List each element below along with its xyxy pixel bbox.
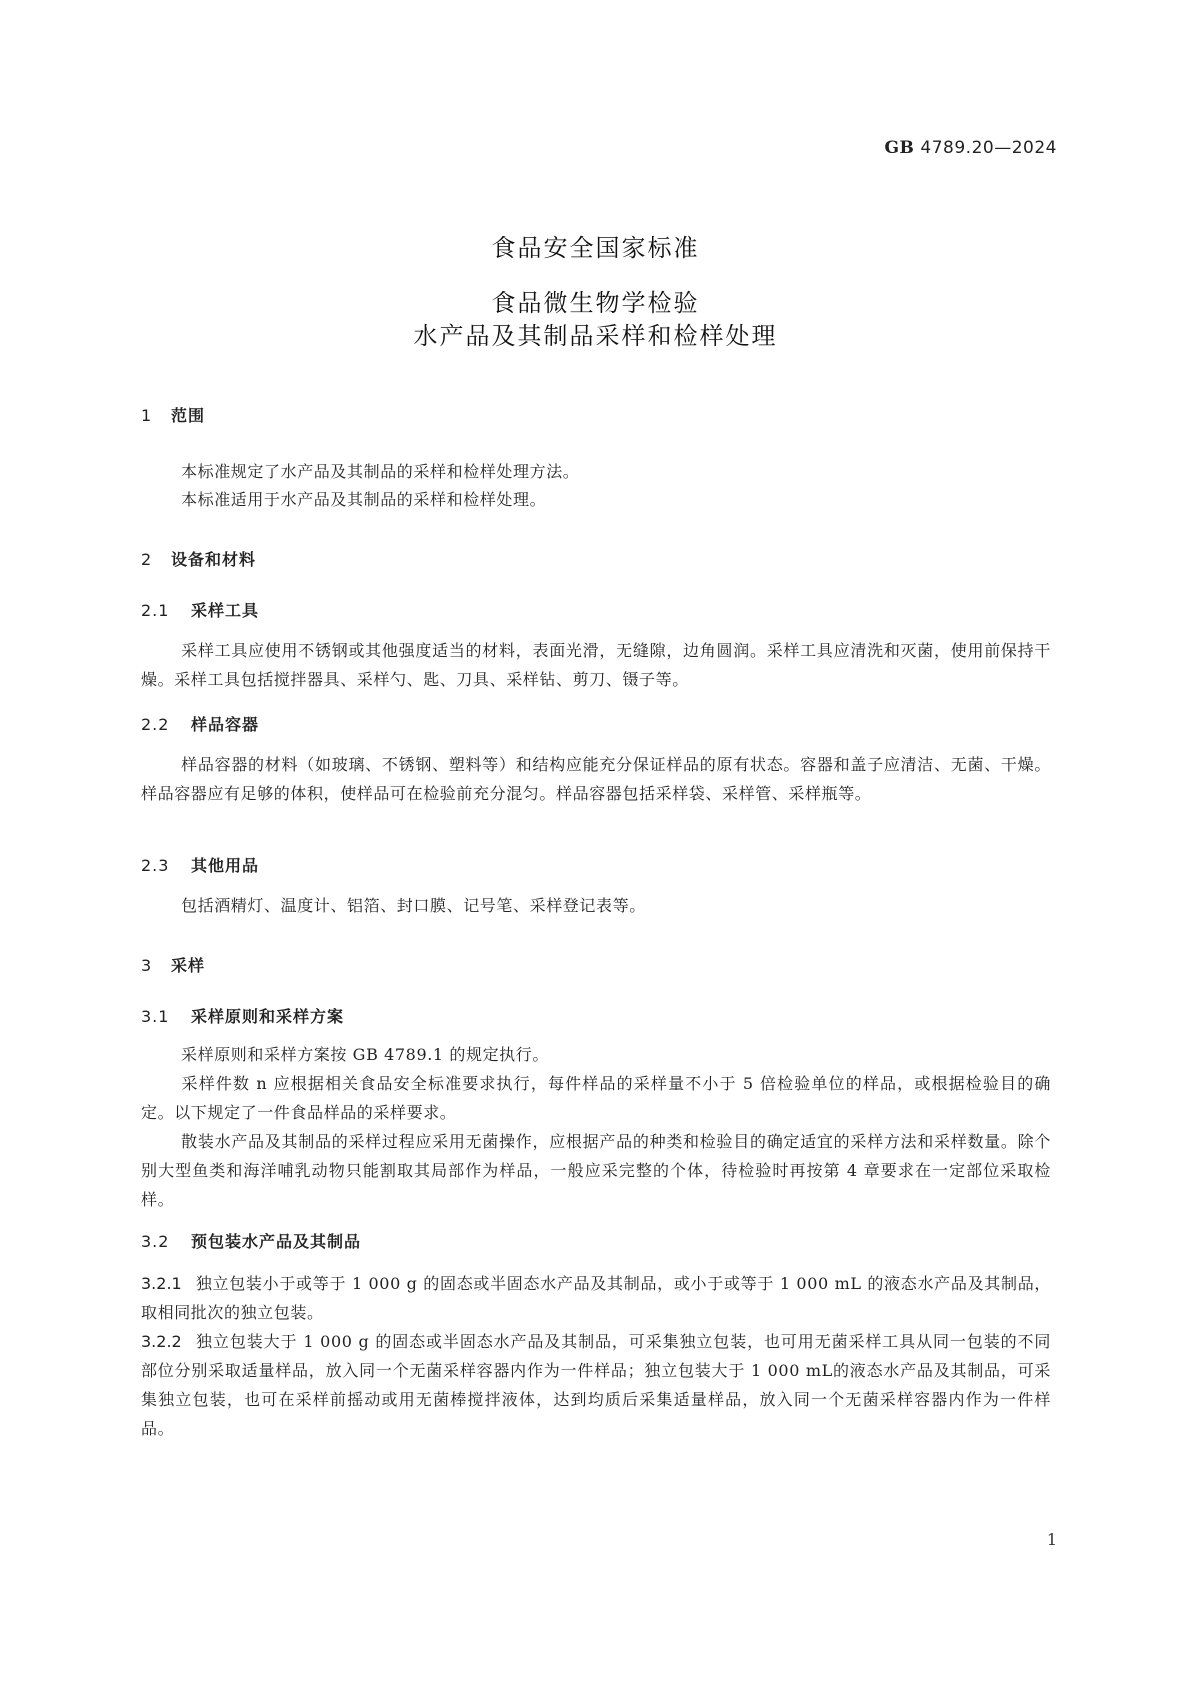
section-2-3-heading: 2.3 其他用品 (141, 856, 260, 875)
section-3-1-para-2: 采样件数 n 应根据相关食品安全标准要求执行，每件样品的采样量不小于 5 倍检验单位的样品，或根据检验目的确定。以下规定了一件食品样品的采样要求。 (141, 1074, 1051, 1122)
standard-number (885, 138, 1057, 158)
standard-code: 4789.20—2024 (920, 138, 1057, 158)
section-3-1-para-1: 采样原则和采样方案按 GB 4789.1 的规定执行。 (181, 1045, 549, 1064)
section-2-1-heading: 2.1 采样工具 (141, 601, 260, 620)
section-2-2-para: 样品容器的材料（如玻璃、不锈钢、塑料等）和结构应能充分保证样品的原有状态。容器和盖子应清洁、无菌、干燥。样品容器应有足够的体积，使样品可在检验前充分混匀。样品容器包括采样袋、采样管、采样瓶等。 (141, 755, 1051, 803)
section-3-1-para-3: 散装水产品及其制品的采样过程应采用无菌操作，应根据产品的种类和检验目的确定适宜的采样方法和采样数量。除个别大型鱼类和海洋哺乳动物只能割取其局部作为样品，一般应采完整的个体，待检验时再按第 4 章要求在一定部位采取检样。 (141, 1132, 1051, 1209)
section-3-1-heading: 3.1 采样原则和采样方案 (141, 1007, 345, 1026)
standard-prefix: GB (884, 138, 915, 158)
title-line-3: 水产品及其制品采样和检样处理 (413, 322, 778, 350)
section-3-2-heading: 3.2 预包装水产品及其制品 (141, 1232, 362, 1251)
section-1-heading: 1 范围 (141, 406, 206, 425)
section-2-3-para: 包括酒精灯、温度计、铝箔、封口膜、记号笔、采样登记表等。 (181, 896, 646, 915)
section-3-heading: 3 采样 (141, 956, 206, 975)
section-1-para-2: 本标准适用于水产品及其制品的采样和检样处理。 (181, 490, 547, 509)
title-line-2: 食品微生物学检验 (491, 289, 700, 317)
section-2-1-para: 采样工具应使用不锈钢或其他强度适当的材料，表面光滑，无缝隙，边角圆润。采样工具应清洗和灭菌，使用前保持干燥。采样工具包括搅拌器具、采样勺、匙、刀具、采样钻、剪刀、镊子等。 (141, 641, 1051, 689)
page-number: 1 (1046, 1530, 1057, 1549)
section-2-2-heading: 2.2 样品容器 (141, 715, 260, 734)
section-2-heading: 2 设备和材料 (141, 550, 257, 569)
section-1-para-1: 本标准规定了水产品及其制品的采样和检样处理方法。 (181, 462, 580, 481)
section-3-2-1-para: 3.2.1 独立包装小于或等于 1 000 g 的固态或半固态水产品及其制品，或小于或等于 1 000 mL 的液态水产品及其制品，取相同批次的独立包装。 (141, 1274, 1051, 1322)
title-line-1: 食品安全国家标准 (491, 234, 700, 262)
section-3-2-2-para: 3.2.2 独立包装大于 1 000 g 的固态或半固态水产品及其制品，可采集独立包装，也可用无菌采样工具从同一包装的不同部位分别采取适量样品，放入同一个无菌采样容器内作为一件样品；独立包装大于 1 000 mL的液态水产品及其制品，可采集独立包装，也可在采样前摇动或用无菌棒搅拌液体，达到均质后采集适量样品，放入同一个无菌采样容器内作为一件样品。 (141, 1332, 1051, 1438)
